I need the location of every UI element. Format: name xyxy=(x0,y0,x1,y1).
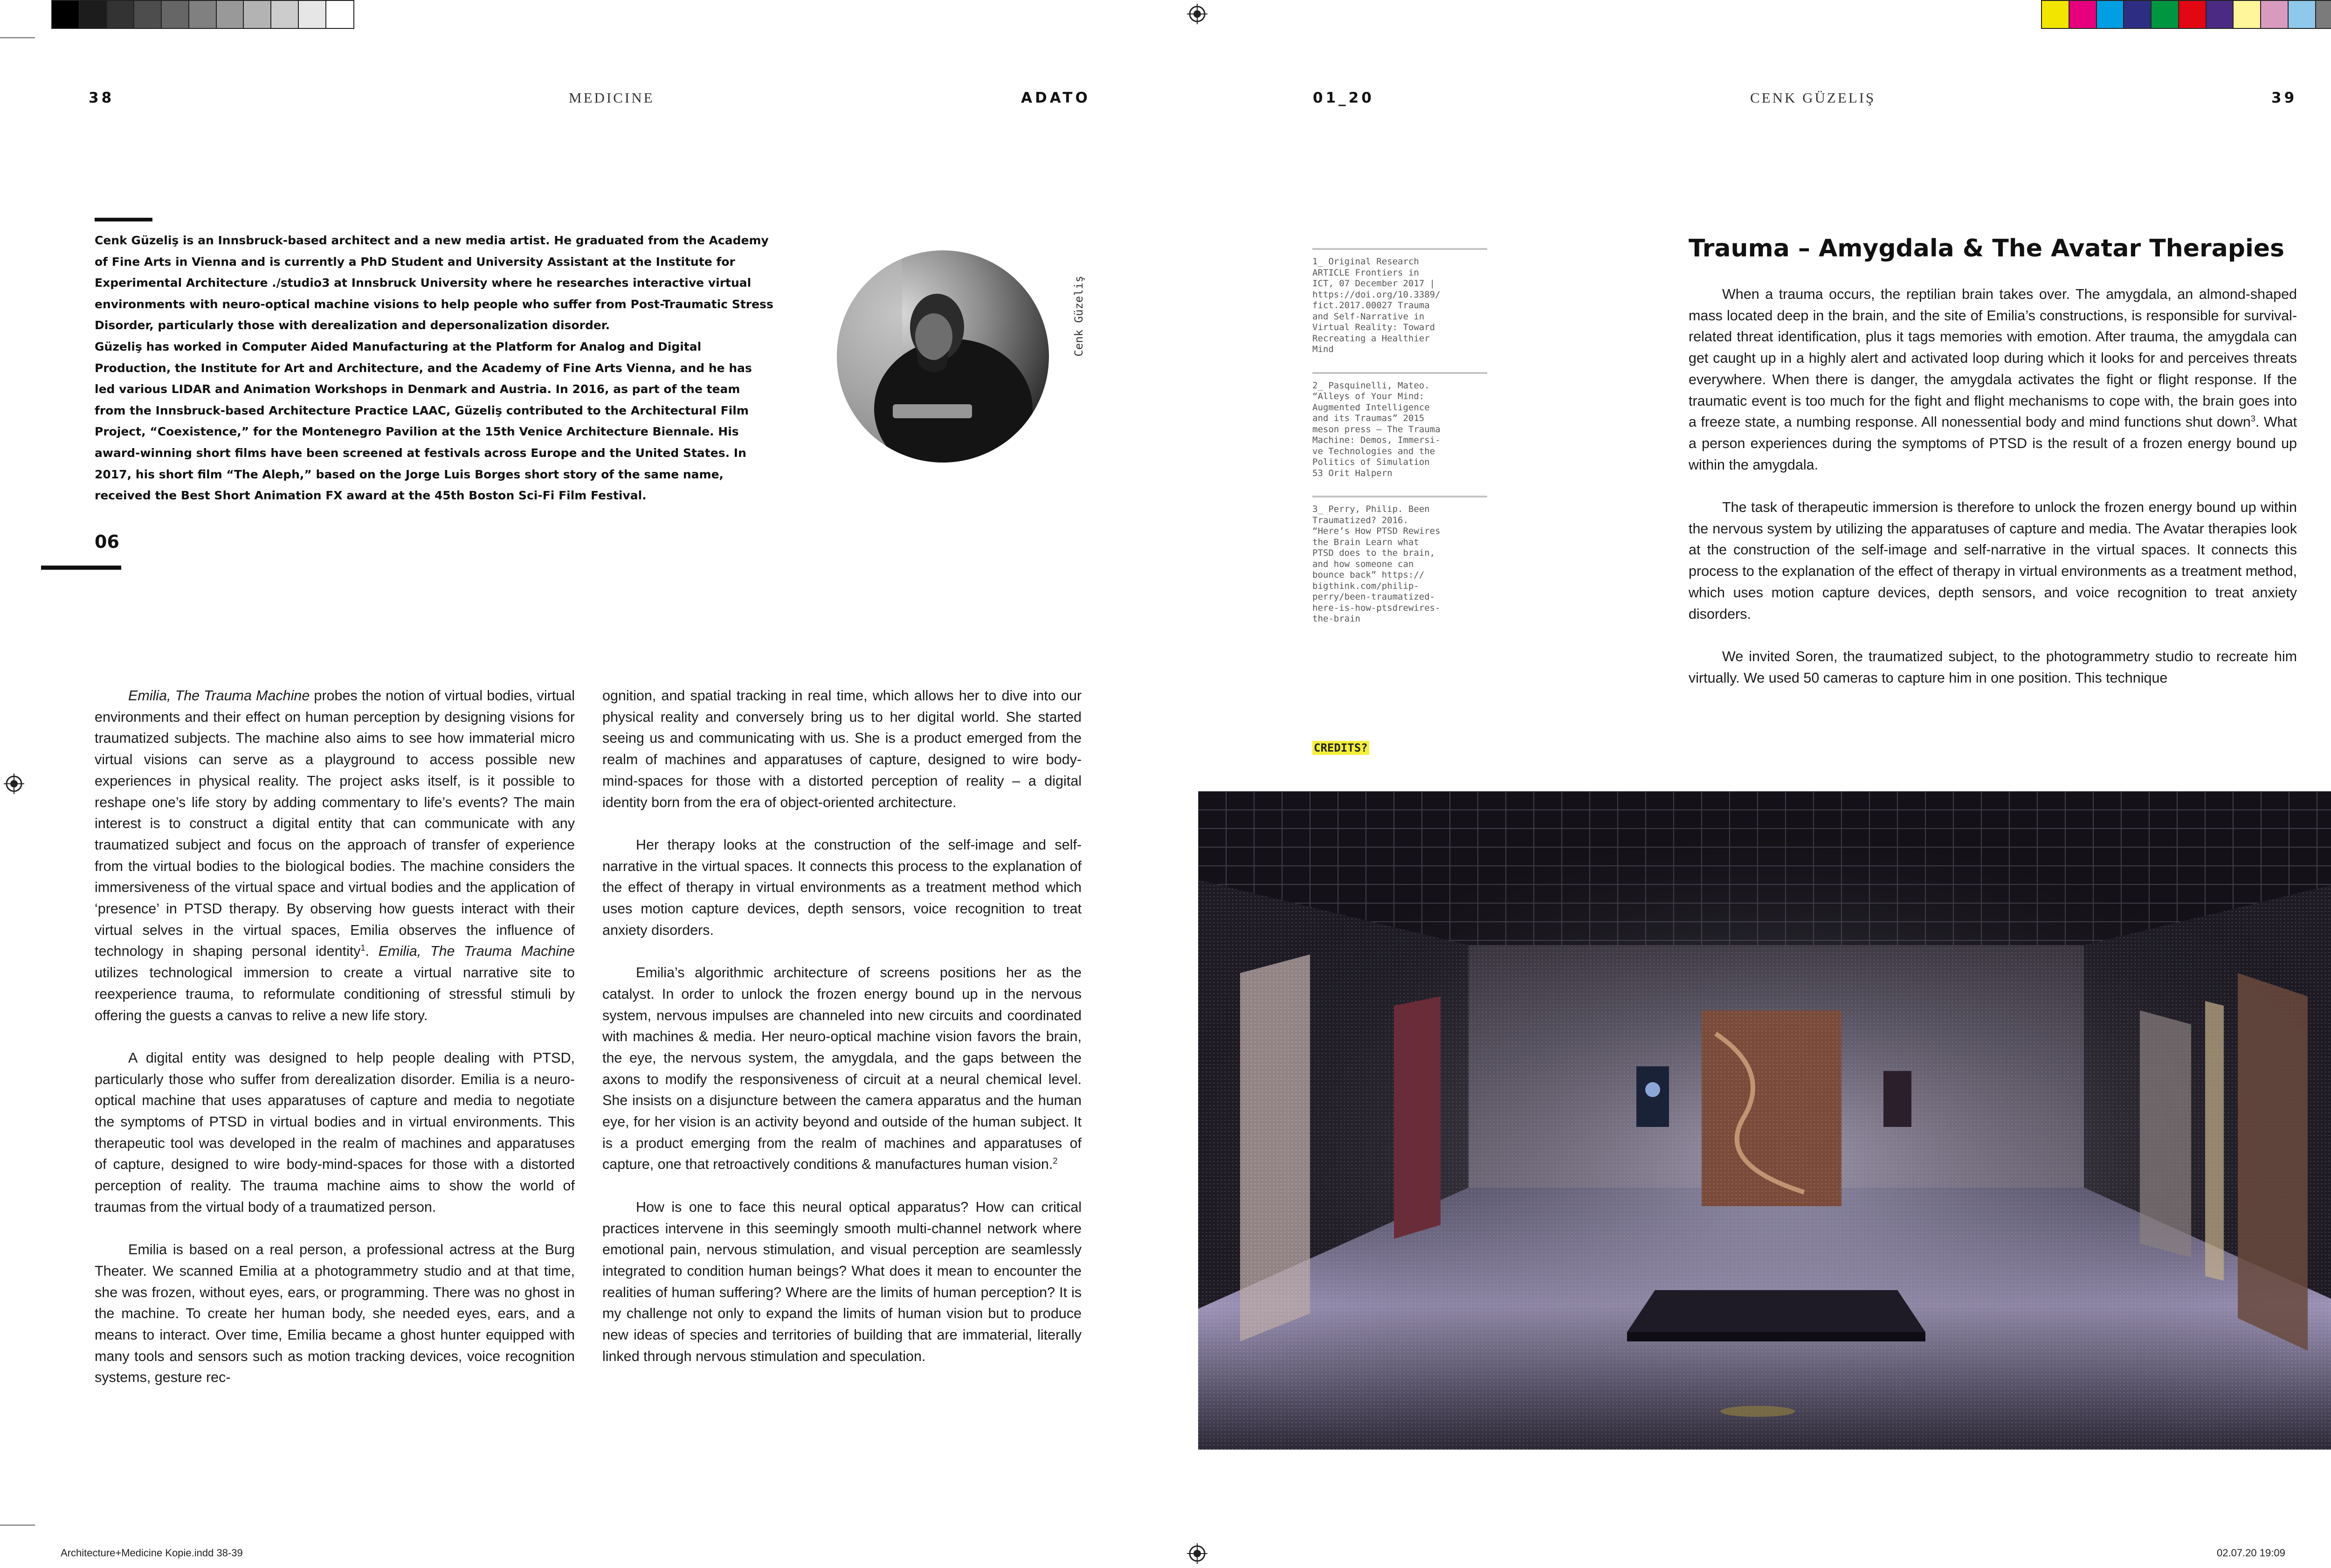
bio-paragraph: Güzeliş has worked in Computer Aided Manufacturing at the Platform for Analog and Digital Production, the Institute for Art and Architecture, and the Academy of Fine Arts Vienna, and he has led various LIDAR and Animation Workshops in Denmark and Austria. In 2016, as part of the team from the Innsbruck-based Architecture Practice LAAC, Güzeliş contributed to the Architectural Film Project, “Coexistence,” for the Montenegro Pavilion at the 15th Venice Architecture Biennale. His award-winning short films have been screened at festivals across Europe and the United States. In 2017, his short film “The Aleph,” based on the Jorge Luis Borges short story of the same name, received the Best Short Animation FX award at the 45th Boston Sci-Fi Film Festival. xyxy=(95,339,752,503)
footnote-ref: 2 xyxy=(1053,1156,1058,1166)
section-heading: Trauma – Amygdala & The Avatar Therapies xyxy=(1689,235,2285,262)
section-title: MEDICINE xyxy=(569,90,655,106)
footnote-ref: 1 xyxy=(360,943,366,953)
author-portrait xyxy=(837,250,1049,463)
text-run: . What a person experiences during the symptoms of PTSD is the result of a frozen energy bound up within the amygdala. xyxy=(1689,414,2297,473)
text-run: utilizes technological immersion to create a virtual narrative site to reexperience trauma, to reformulate conditioning of stressful stimuli by offering the guests a canvas to relive a new life story. xyxy=(95,965,575,1023)
portrait-caption: Cenk Güzeliş xyxy=(1072,276,1085,357)
text-run: . xyxy=(365,943,379,960)
registration-mark-bottom-icon xyxy=(1187,1543,1207,1564)
bio-rule xyxy=(95,218,152,221)
sidenote: 1_ Original Research ARTICLE Frontiers in ICT, 07 December 2017 | https://doi.org/10.3389/ fict.2017.00027 Trauma and Self-Narrative in Virtual Reality: Toward Recreating a Healthier Mind xyxy=(1312,248,1487,355)
body-paragraph: How is one to face this neural optical apparatus? How can critical practices intervene in this seemingly smooth multi-channel network where emotional pain, nervous stimulation, and visual perception are seamlessly integrated to condition human beings? What does it mean to encounter the realities of human suffering? Where are the limits of human perception? It is my challenge not only to expand the limits of human vision but to produce new ideas of species and territories of building that are immaterial, literally linked through nervous stimulation and speculation. xyxy=(602,1199,1082,1364)
author-running-head: CENK GÜZELIŞ xyxy=(1750,90,1876,106)
body-paragraph: Emilia is based on a real person, a professional actress at the Burg Theater. We scanned Emilia at a photogrammetry studio and at that time, she was frozen, without eyes, ears, or programming. There was no ghost in the machine. To create her human body, she needed eyes, ears, and a means to interact. Over time, Emilia became a ghost hunter equipped with many tools and sensors such as motion tracking devices, voice recognition systems, gesture rec- xyxy=(95,1242,575,1386)
work-title: Emilia, The Trauma Machine xyxy=(378,943,575,960)
body-column-3 xyxy=(1689,284,2297,689)
left-folio: 38 xyxy=(89,90,115,106)
trim-mark xyxy=(0,37,35,38)
body-paragraph: The task of therapeutic immersion is therefore to unlock the frozen energy bound up within the nervous system by utilizing the apparatuses of capture and media. The Avatar therapies look at the construction of the self-image and self-narrative in the virtual spaces. It connects this process to the explanation of the effect of therapy in virtual environments as a treatment method, which uses motion capture devices, depth sensors, and voice recognition to treat anxiety disorders. xyxy=(1689,499,2297,622)
body-column-2 xyxy=(602,685,1082,1367)
body-paragraph: We invited Soren, the traumatized subject, to the photogrammetry studio to recreate him virtually. We used 50 cameras to capture him in one position. This technique xyxy=(1689,648,2297,686)
sidenote: 3_ Perry, Philip. Been Traumatized? 2016. “Here’s How PTSD Rewires the Brain Learn what PTSD does to the brain, and how someone can bounce back” https:// bigthink.com/philip- perry/been-traumatized- here-is-how-ptsdrewires- the-brain xyxy=(1312,496,1487,625)
process-color-bar xyxy=(2041,0,2331,29)
registration-mark-left-icon xyxy=(4,774,24,794)
right-folio: 39 xyxy=(2271,90,2297,106)
body-paragraph xyxy=(1689,284,2297,476)
date-slug: 02.07.20 19:09 xyxy=(2217,1547,2285,1559)
body-paragraph: A digital entity was designed to help people dealing with PTSD, particularly those who suffer from derealization disorder. Emilia is a neuro-optical machine that uses apparatuses of capture and media to negotiate the symptoms of PTSD in virtual bodies and in virtual environments. This therapeutic tool was developed in the realm of machines and apparatuses of capture, designed to wire body-mind-spaces for those with a distorted perception of reality. The trauma machine aims to show the world of traumas from the virtual body of a traumatized person. xyxy=(95,1050,575,1215)
footnote-ref: 3 xyxy=(2250,414,2255,424)
grayscale-color-bar xyxy=(51,0,354,29)
trim-mark xyxy=(0,1525,35,1526)
bio-paragraph: Cenk Güzeliş is an Innsbruck-based architect and a new media artist. He graduated from the Academy of Fine Arts in Vienna and is currently a PhD Student and University Assistant at the Institute for Experimental Architecture ./studio3 at Innsbruck University where he researches interactive virtual environments with neuro-optical machine visions to help people who suffer from Post-Traumatic Stress Disorder, particularly those with derealization and depersonalization disorder. xyxy=(95,234,773,332)
issue-number: 01_20 xyxy=(1313,90,1374,106)
body-paragraph: ognition, and spatial tracking in real time, which allows her to dive into our physical reality and conversely bring us to her digital world. She started seeing us and communicating with us. She is a product emerged from the realm of machines and apparatuses of capture, designed to wire body-mind-spaces for those with a distorted perception of reality – a digital identity born from the era of object-oriented architecture. xyxy=(602,688,1082,810)
body-paragraph: Her therapy looks at the construction of the self-image and self-narrative in the virtual spaces. It connects this process to the explanation of the effect of therapy in virtual environments as a treatment method which uses motion capture devices, depth sensors, voice recognition to treat anxiety disorders. xyxy=(602,836,1082,938)
sidenote: 2_ Pasquinelli, Mateo. “Alleys of Your Mind: Augmented Intelligence and its Traumas” 2015 meson press – The Trauma Machine: Demos, Immersi- ve Technologies and the Politics of Simulation 53 Orit Halpern xyxy=(1312,372,1487,479)
sidenotes xyxy=(1312,248,1487,625)
installation-photo xyxy=(1198,791,2331,1450)
text-run: When a trauma occurs, the reptilian brain takes over. The amygdala, an almond-shaped mass located deep in the brain, and the site of Emilia’s constructions, is responsible for survival-related threat identification, plus it tags memories with emotion. After trauma, the amygdala can get caught up in a highly alert and activated loop during which it looks for and perceives threats everywhere. When there is danger, the amygdala activates the fight or flight response. If the traumatic event is too much for the fight and flight mechanisms to cope with, the brain goes into a freeze state, a numbing response. All nonessential body and mind functions shut down xyxy=(1689,286,2297,430)
credits-placeholder: CREDITS? xyxy=(1312,741,1369,755)
author-bio xyxy=(95,230,774,506)
credits-label-wrap xyxy=(1312,741,1369,754)
body-column-1 xyxy=(95,685,575,1388)
text-run: Emilia’s algorithmic architecture of screens positions her as the catalyst. In order to unlock the frozen energy bound up in the nervous system, nervous impulses are channeled into new circuits and coordinated with machines & media. Her neuro-optical machine vision favors the brain, the eye, the nervous system, the amygdala, and the gaps between the axons to modify the responsiveness of circuit at a neural chemical level. She insists on a disjuncture between the camera apparatus and the human eye, for her vision is an activity beyond and outside of the human subject. It is a product emerging from the realm of machines and apparatuses of capture, one that retroactively conditions & manufactures human vision. xyxy=(602,965,1082,1173)
article-number: 06 xyxy=(95,532,119,552)
article-number-rule xyxy=(41,566,121,570)
work-title: Emilia, The Trauma Machine xyxy=(128,688,310,704)
registration-mark-top-icon xyxy=(1187,4,1207,24)
file-slug: Architecture+Medicine Kopie.indd 38-39 xyxy=(61,1547,243,1559)
body-paragraph xyxy=(95,685,575,1026)
body-paragraph xyxy=(602,962,1082,1175)
magazine-title: ADATO xyxy=(1021,90,1090,106)
text-run: probes the notion of virtual bodies, virtual environments and their effect on human perception by designing visions for traumatized subjects. The machine also aims to see how immaterial micro virtual visions can serve as a playground to access possible new experiences in physical reality. The project asks itself, is it possible to reshape one’s life story by adding commentary to life’s events? The main interest is to construct a digital entity that can communicate with any traumatized subject and focus on the approach of transfer of experience from the virtual bodies to the biological bodies. The machine considers the immersiveness of the virtual space and virtual bodies and the application of ‘presence’ in PTSD therapy. By observing how guests interact with their virtual selves in the virtual spaces, Emilia observes the influence of technology in shaping personal identity xyxy=(95,688,575,960)
